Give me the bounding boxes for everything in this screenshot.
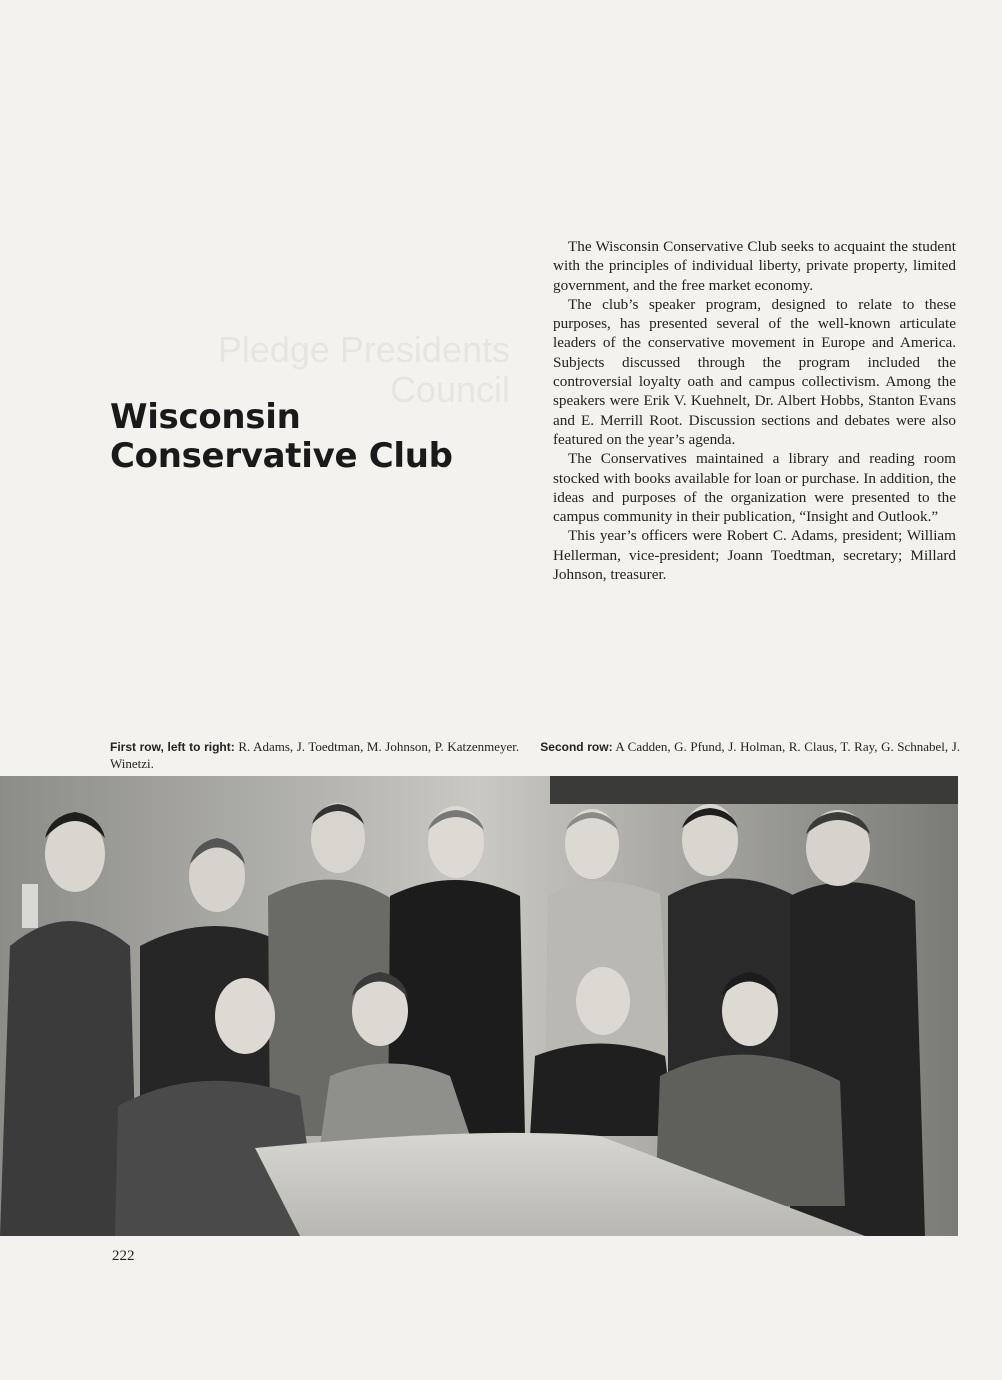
caption-second-row-label: Second row: (540, 740, 613, 754)
photo-caption (110, 739, 960, 771)
group-photo (0, 776, 958, 1236)
article-paragraph-3: The Conservatives maintained a library and reading room stocked with books available for loan or purchase. In addition, the ideas and purposes of the organization were presented to the campus community in their publication, “Insight and Outlook.” (553, 450, 956, 526)
article-paragraph-1: The Wisconsin Conservative Club seeks to acquaint the student with the principles of individual liberty, private property, limited government, and the free market economy. (553, 238, 956, 294)
caption-first-row-names: R. Adams, J. Toedtman, M. Johnson, P. Katzenmeyer. (238, 739, 520, 754)
article-body (553, 237, 956, 584)
caption-second-row-names: A Cadden, G. Pfund, J. Holman, R. Claus, T. Ray, G. Schnabel, J. Winetzi. (110, 739, 961, 771)
article-paragraph-4: This year’s officers were Robert C. Adams, president; William Hellerman, vice-president; Joann Toedtman, secretary; Millard Johnson, treasurer. (553, 527, 956, 584)
page-number: 222 (112, 1248, 135, 1264)
page-title: Wisconsin Conservative Club (110, 397, 453, 476)
group-photo-illustration (0, 776, 958, 1236)
show-through-line-2: Council (389, 369, 510, 410)
article-paragraph-2: The club’s speaker program, designed to relate to these purposes, has presented several of the well-known articulate leaders of the conservative movement in Europe and America. Subjects discussed through the program included the controversial loyalty oath and campus collectivism. Among the speakers were Erik V. Kuehnelt, Dr. Albert Hobbs, Stanton Evans and E. Merrill Root. Discussion sections and debates were also featured on the year’s agenda. (553, 295, 956, 448)
show-through-line-1: Pledge Presidents (217, 329, 510, 370)
caption-first-row-label: First row, left to right: (110, 740, 235, 754)
